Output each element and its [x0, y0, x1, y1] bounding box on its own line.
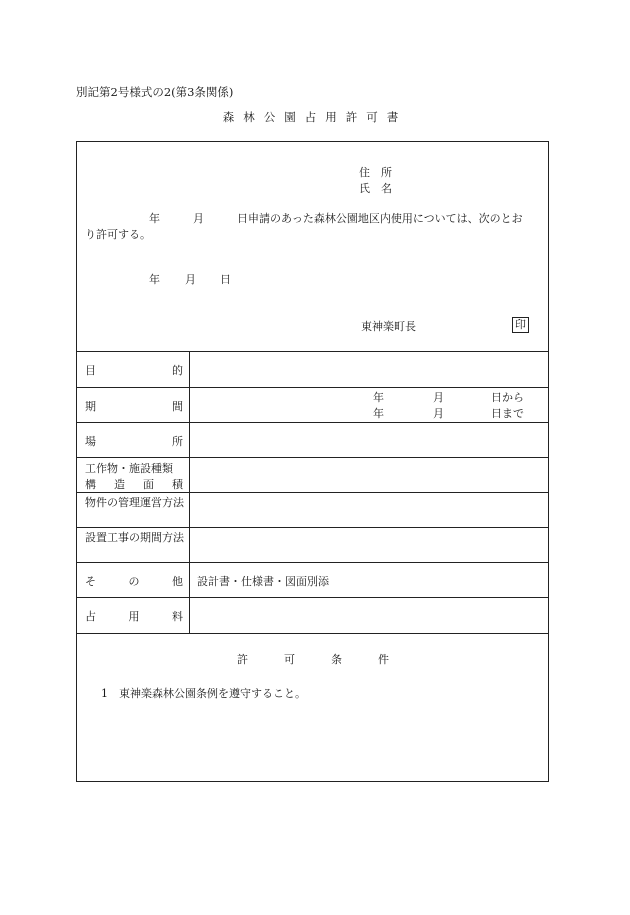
divider — [77, 492, 548, 493]
document-title: 森林公園占用許可書 — [222, 110, 408, 124]
divider — [77, 422, 548, 423]
other-label — [85, 573, 183, 589]
purpose-label — [85, 362, 183, 378]
form-number-label: 別記第2号様式の2(第3条関係) — [76, 85, 234, 99]
other-label-char2: の — [128, 575, 140, 588]
other-label-char3: 他 — [172, 575, 183, 588]
fee-label — [85, 608, 183, 624]
period-from-suffix: 日から — [491, 391, 524, 404]
conditions-heading-char4: 件 — [378, 653, 389, 666]
divider — [77, 351, 548, 352]
management-method-label: 物件の管理運営方法 — [85, 496, 184, 509]
conditions-heading-char2: 可 — [284, 653, 295, 666]
structure-area-char1: 構 — [85, 478, 96, 491]
seal-mark: 印 — [512, 317, 529, 333]
divider — [77, 527, 548, 528]
divider — [77, 387, 548, 388]
fee-label-char2: 用 — [128, 610, 140, 623]
period-from-month: 月 — [433, 391, 444, 404]
divider — [77, 597, 548, 598]
structure-type-label: 工作物・施設種類 — [85, 462, 173, 475]
divider — [77, 633, 548, 634]
fee-label-char3: 料 — [172, 610, 183, 623]
place-label-char2: 所 — [172, 435, 183, 448]
permit-form-frame — [76, 141, 549, 782]
issue-date-day: 日 — [220, 273, 231, 286]
period-label-char2: 間 — [172, 400, 183, 413]
purpose-label-char1: 目 — [85, 364, 96, 377]
construction-method-label: 設置工事の期間方法 — [85, 531, 184, 544]
period-from-year: 年 — [373, 391, 384, 404]
column-divider — [189, 351, 190, 633]
period-to-year: 年 — [373, 407, 384, 420]
address-label: 住 所 — [359, 166, 392, 179]
other-label-char1: そ — [85, 575, 96, 588]
period-to-suffix: 日まで — [491, 407, 524, 420]
period-label-char1: 期 — [85, 400, 96, 413]
divider — [77, 562, 548, 563]
other-value: 設計書・仕様書・図面別添 — [197, 575, 329, 588]
conditions-heading-char3: 条 — [331, 653, 342, 666]
conditions-heading-char1: 許 — [237, 653, 248, 666]
issuer-title: 東神楽町長 — [361, 320, 416, 333]
structure-area-char4: 積 — [172, 478, 183, 491]
place-label-char1: 場 — [85, 435, 96, 448]
issue-date-month: 月 — [185, 273, 196, 286]
structure-area-label — [85, 476, 183, 492]
application-statement-line2: り許可する。 — [85, 228, 151, 241]
period-label — [85, 398, 183, 414]
fee-label-char1: 占 — [85, 610, 96, 623]
divider — [77, 457, 548, 458]
application-statement-line1: 年 月 日申請のあった森林公園地区内使用については、次のとお — [149, 212, 523, 225]
condition-item-1: 1 東神楽森林公園条例を遵守すること。 — [101, 687, 306, 700]
structure-area-char2: 造 — [114, 478, 125, 491]
place-label — [85, 433, 183, 449]
structure-area-char3: 面 — [143, 478, 154, 491]
period-to-month: 月 — [433, 407, 444, 420]
issue-date-year: 年 — [149, 273, 160, 286]
conditions-heading — [237, 651, 389, 667]
purpose-label-char2: 的 — [172, 364, 183, 377]
name-label: 氏 名 — [359, 182, 392, 195]
